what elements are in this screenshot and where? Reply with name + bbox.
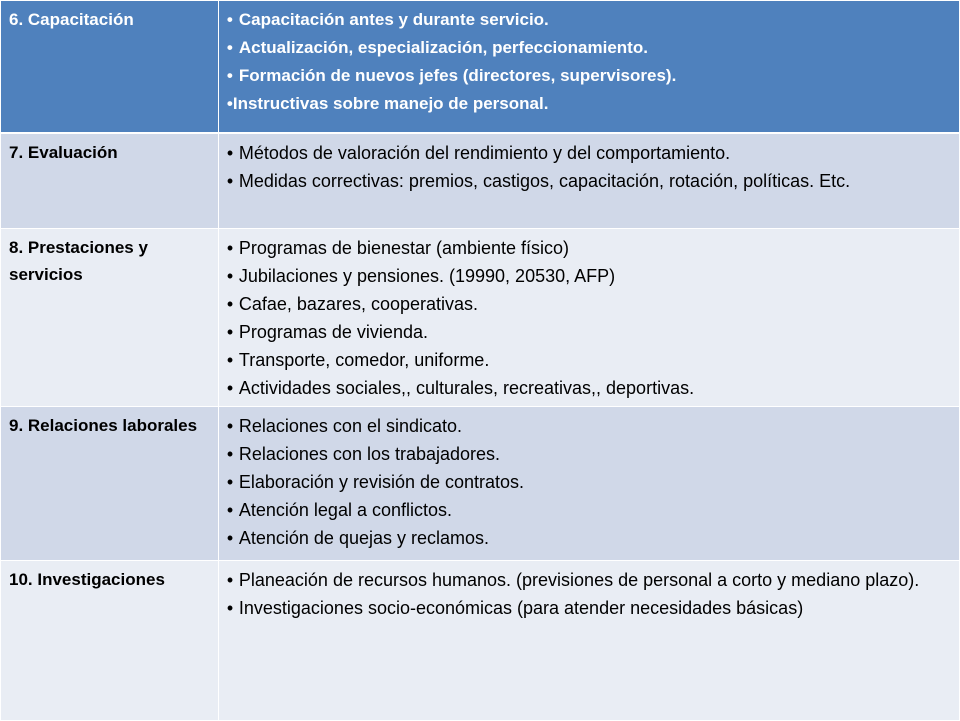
bullet-list: [227, 566, 951, 622]
list-item: • Programas de bienestar (ambiente físico): [227, 234, 951, 262]
row-items: [218, 133, 959, 229]
list-item: • Relaciones con el sindicato.: [227, 412, 951, 440]
row-label: 9. Relaciones laborales: [1, 407, 219, 561]
list-item: • Jubilaciones y pensiones. (19990, 20530, AFP): [227, 262, 951, 290]
list-item: • Capacitación antes y durante servicio.: [227, 6, 951, 34]
table-row: [1, 1, 960, 133]
row-items: [218, 1, 959, 133]
list-item: • Actividades sociales,, culturales, recreativas,, deportivas.: [227, 374, 951, 402]
list-item: • Atención legal a conflictos.: [227, 496, 951, 524]
bullet-list: [227, 6, 951, 118]
table-row: [1, 133, 960, 229]
list-item: • Instructivas sobre manejo de personal.: [227, 90, 951, 118]
row-label: 10. Investigaciones: [1, 561, 219, 721]
list-item: • Transporte, comedor, uniforme.: [227, 346, 951, 374]
list-item: • Atención de quejas y reclamos.: [227, 524, 951, 552]
list-item: • Cafae, bazares, cooperativas.: [227, 290, 951, 318]
bullet-list: [227, 139, 951, 195]
row-label: 7. Evaluación: [1, 133, 219, 229]
list-item: • Métodos de valoración del rendimiento y del comportamiento.: [227, 139, 951, 167]
list-item: • Investigaciones socio-económicas (para atender necesidades básicas): [227, 594, 951, 622]
bullet-list: [227, 412, 951, 552]
list-item: • Medidas correctivas: premios, castigos, capacitación, rotación, políticas. Etc.: [227, 167, 951, 195]
list-item: • Planeación de recursos humanos. (previsiones de personal a corto y mediano plazo).: [227, 566, 951, 594]
list-item: • Actualización, especialización, perfeccionamiento.: [227, 34, 951, 62]
row-label: 6. Capacitación: [1, 1, 219, 133]
table-row: [1, 229, 960, 407]
row-items: [218, 561, 959, 721]
row-items: [218, 407, 959, 561]
list-item: • Elaboración y revisión de contratos.: [227, 468, 951, 496]
list-item: • Relaciones con los trabajadores.: [227, 440, 951, 468]
list-item: • Programas de vivienda.: [227, 318, 951, 346]
table-row: [1, 407, 960, 561]
table-row: [1, 561, 960, 721]
row-items: [218, 229, 959, 407]
bullet-list: [227, 234, 951, 402]
list-item: • Formación de nuevos jefes (directores, supervisores).: [227, 62, 951, 90]
row-label: 8. Prestaciones y servicios: [1, 229, 219, 407]
